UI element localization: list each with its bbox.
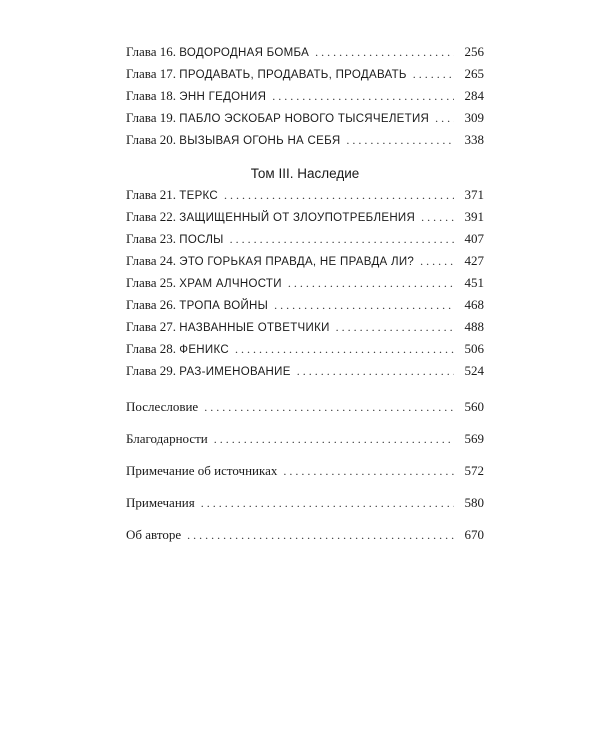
chapter-title: ЗАЩИЩЕННЫЙ ОТ ЗЛОУПОТРЕБЛЕНИЯ [179,212,416,224]
dot-leader [235,341,454,357]
chapter-number: Глава 18. [126,88,177,103]
page-number: 309 [464,110,484,125]
toc-entry-chapter-17[interactable] [126,66,484,88]
toc-entry-chapter-25[interactable] [126,275,484,297]
entry-title: Примечания [126,495,195,510]
chapter-number: Глава 16. [126,44,177,59]
entry-title: Примечание об источниках [126,463,278,478]
toc-entry-chapter-22[interactable] [126,209,484,231]
chapter-number: Глава 24. [126,253,177,268]
chapter-title: ТРОПА ВОЙНЫ [179,300,269,312]
chapter-number: Глава 27. [126,319,177,334]
page-number: 569 [464,431,484,446]
chapter-title: ФЕНИКС [179,344,229,356]
toc-entry-chapter-24[interactable] [126,253,484,275]
chapter-title: ПОСЛЫ [179,234,224,246]
page-number: 451 [464,275,484,290]
toc-entry-note-on-sources[interactable] [126,463,484,495]
chapter-number: Глава 23. [126,231,177,246]
chapter-title: НАЗВАННЫЕ ОТВЕТЧИКИ [179,322,330,334]
entry-title: Благодарности [126,431,208,446]
toc-entry-acknowledgements[interactable] [126,431,484,463]
dot-leader [435,110,454,126]
dot-leader [297,363,454,379]
toc-entry-chapter-29[interactable] [126,363,484,385]
dot-leader [288,275,454,291]
page-number: 391 [464,209,484,224]
toc-entry-chapter-26[interactable] [126,297,484,319]
chapter-title: ТЕРКС [179,190,219,202]
page-number: 284 [464,88,484,103]
toc-entry-afterword[interactable] [126,399,484,431]
chapter-list-volume-3 [126,187,484,385]
table-of-contents [126,44,484,559]
chapter-title: ВЫЗЫВАЯ ОГОНЬ НА СЕБЯ [179,135,341,147]
back-matter-list [126,399,484,559]
dot-leader [346,132,454,148]
dot-leader [413,66,454,82]
toc-entry-chapter-19[interactable] [126,110,484,132]
dot-leader [420,253,454,269]
chapter-list-volume-2 [126,44,484,154]
chapter-number: Глава 19. [126,110,177,125]
chapter-number: Глава 26. [126,297,177,312]
chapter-number: Глава 28. [126,341,177,356]
toc-entry-chapter-20[interactable] [126,132,484,154]
page-number: 468 [464,297,484,312]
volume-3-heading: Том III. Наследие [250,166,360,181]
page-number: 427 [464,253,484,268]
chapter-number: Глава 25. [126,275,177,290]
page-number: 338 [464,132,484,147]
chapter-title: ЭНН ГЕДОНИЯ [179,91,267,103]
chapter-number: Глава 29. [126,363,177,378]
entry-title: Послесловие [126,399,199,414]
dot-leader [224,187,454,203]
dot-leader [315,44,454,60]
toc-entry-chapter-23[interactable] [126,231,484,253]
page-number: 407 [464,231,484,246]
chapter-title: ХРАМ АЛЧНОСТИ [179,278,282,290]
toc-entry-notes[interactable] [126,495,484,527]
dot-leader [187,527,454,543]
page-number: 265 [464,66,484,81]
dot-leader [274,297,454,313]
chapter-number: Глава 21. [126,187,177,202]
chapter-title: ЭТО ГОРЬКАЯ ПРАВДА, НЕ ПРАВДА ЛИ? [179,256,415,268]
dot-leader [204,399,454,415]
chapter-title: ВОДОРОДНАЯ БОМБА [179,47,310,59]
page-number: 524 [464,363,484,378]
page-number: 670 [464,527,484,542]
dot-leader [230,231,454,247]
dot-leader [272,88,454,104]
entry-title: Об авторе [126,527,182,542]
toc-entry-about-author[interactable] [126,527,484,559]
page-number: 506 [464,341,484,356]
page-number: 580 [464,495,484,510]
chapter-number: Глава 17. [126,66,177,81]
dot-leader [336,319,454,335]
chapter-number: Глава 20. [126,132,177,147]
page-number: 371 [464,187,484,202]
page-number: 560 [464,399,484,414]
page-number: 256 [464,44,484,59]
toc-entry-chapter-21[interactable] [126,187,484,209]
spacer [126,385,484,399]
toc-entry-chapter-27[interactable] [126,319,484,341]
toc-entry-chapter-28[interactable] [126,341,484,363]
chapter-title: РАЗ-ИМЕНОВАНИЕ [179,366,291,378]
dot-leader [201,495,454,511]
toc-entry-chapter-16[interactable] [126,44,484,66]
dot-leader [214,431,454,447]
dot-leader [283,463,454,479]
page-number: 488 [464,319,484,334]
chapter-title: ПРОДАВАТЬ, ПРОДАВАТЬ, ПРОДАВАТЬ [179,69,407,81]
toc-entry-chapter-18[interactable] [126,88,484,110]
dot-leader [421,209,454,225]
page-number: 572 [464,463,484,478]
chapter-title: ПАБЛО ЭСКОБАР НОВОГО ТЫСЯЧЕЛЕТИЯ [179,113,430,125]
chapter-number: Глава 22. [126,209,177,224]
